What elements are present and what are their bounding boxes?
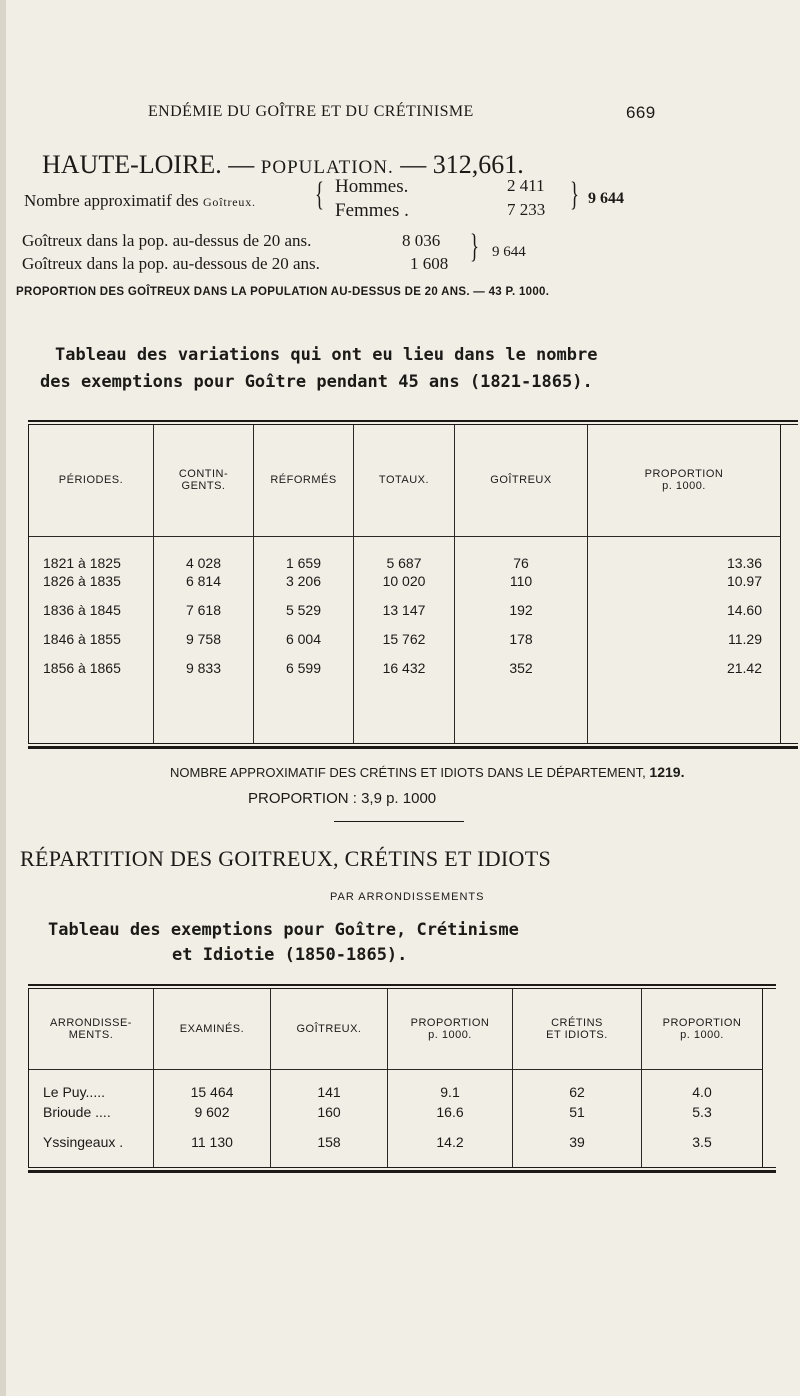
table2-top-rule xyxy=(28,984,776,986)
running-title: ENDÉMIE DU GOÎTRE ET DU CRÉTINISME xyxy=(148,103,474,120)
col-periodes: PÉRIODES. xyxy=(58,474,124,487)
running-header xyxy=(148,103,656,122)
table1-top-rule xyxy=(28,420,798,422)
table-row: Brioude .... 9 602 160 16.6 51 5.3 xyxy=(29,1103,762,1133)
cretins-proportion: PROPORTION : 3,9 p. 1000 xyxy=(248,790,437,807)
brace: } xyxy=(470,228,479,265)
table-row: Le Puy..... 15 464 141 9.1 62 4.0 xyxy=(29,1069,762,1103)
col-arrondissements: ARRONDISSE- MENTS. xyxy=(50,1016,132,1041)
femmes-label: Femmes . xyxy=(335,200,409,221)
department-name: HAUTE-LOIRE. xyxy=(42,150,222,179)
femmes-value: 7 233 xyxy=(507,200,546,219)
table1-title-line2: des exemptions pour Goître pendant 45 ans (1821-1865). xyxy=(40,372,593,392)
table1-title-line1: Tableau des variations qui ont eu lieu dans le nombre xyxy=(55,345,598,365)
section-subtitle: PAR ARRONDISSEMENTS xyxy=(330,891,485,903)
under20-value: 1 608 xyxy=(410,254,449,273)
table-row: 1821 à 1825 4 028 1 659 5 687 76 13.36 xyxy=(29,536,780,572)
col-totaux: TOTAUX. xyxy=(354,425,455,536)
table2-title-line2: et Idiotie (1850-1865). xyxy=(172,945,408,965)
table1-bottom-rule xyxy=(28,746,798,749)
table2-bottom-rule xyxy=(28,1170,776,1173)
brace: { xyxy=(315,176,324,213)
proportion-line: PROPORTION DES GOÎTREUX DANS LA POPULATION AU-DESSUS DE 20 ANS. — 43 P. 1000. xyxy=(16,286,550,298)
table2 xyxy=(29,989,762,1167)
table2-bottom-rule xyxy=(28,1167,776,1168)
population-label: POPULATION. xyxy=(260,157,394,178)
col-proportion-goitreux: PROPORTION p. 1000. xyxy=(388,989,513,1069)
table2-title-line1: Tableau des exemptions pour Goître, Crétinisme xyxy=(48,920,519,940)
table1 xyxy=(29,425,780,743)
table-row: 1856 à 1865 9 833 6 599 16 432 352 21.42 xyxy=(29,659,780,744)
table-row: 1836 à 1845 7 618 5 529 13 147 192 14.60 xyxy=(29,601,780,630)
table-row: 1846 à 1855 9 758 6 004 15 762 178 11.29 xyxy=(29,630,780,659)
department-heading: HAUTE-LOIRE. — POPULATION. — 312,661. xyxy=(42,150,524,179)
table-row: 1826 à 1835 6 814 3 206 10 020 110 10.97 xyxy=(29,572,780,601)
population-value: 312,661. xyxy=(432,150,524,179)
col-goitreux: GOÎTREUX xyxy=(455,425,588,536)
col-proportion-cretins: PROPORTION p. 1000. xyxy=(642,989,763,1069)
table1-bottom-rule xyxy=(28,743,798,744)
col-goitreux: GOÎTREUX. xyxy=(271,989,388,1069)
hommes-label: Hommes. xyxy=(335,176,409,197)
age-total: 9 644 xyxy=(492,244,526,260)
col-examines: EXAMINÉS. xyxy=(154,989,271,1069)
hommes-value: 2 411 xyxy=(507,176,545,195)
col-contingents: CONTIN- GENTS. xyxy=(154,425,254,536)
over20-label: Goîtreux dans la pop. au-dessus de 20 ans. xyxy=(22,231,312,250)
cretins-note: NOMBRE APPROXIMATIF DES CRÉTINS ET IDIOTS DANS LE DÉPARTEMENT, 1219. xyxy=(170,764,685,780)
table2-right-rule xyxy=(762,988,763,1168)
brace: } xyxy=(570,176,579,213)
estimate-total: 9 644 xyxy=(588,190,624,207)
section-title: RÉPARTITION DES GOITREUX, CRÉTINS ET IDIOTS xyxy=(20,846,552,871)
col-reformes: RÉFORMÉS xyxy=(254,425,354,536)
table-row: Yssingeaux . 11 130 158 14.2 39 3.5 xyxy=(29,1133,762,1167)
over20-value: 8 036 xyxy=(402,231,441,250)
col-proportion: PROPORTION p. 1000. xyxy=(588,425,781,536)
separator-rule xyxy=(334,821,464,822)
page-number: 669 xyxy=(626,103,656,122)
under20-label: Goîtreux dans la pop. au-dessous de 20 ans. xyxy=(22,254,320,273)
page-left-edge xyxy=(0,0,6,1396)
table1-right-rule xyxy=(780,424,781,744)
col-cretins: CRÉTINS ET IDIOTS. xyxy=(513,989,642,1069)
cretins-value: 1219. xyxy=(649,764,685,780)
